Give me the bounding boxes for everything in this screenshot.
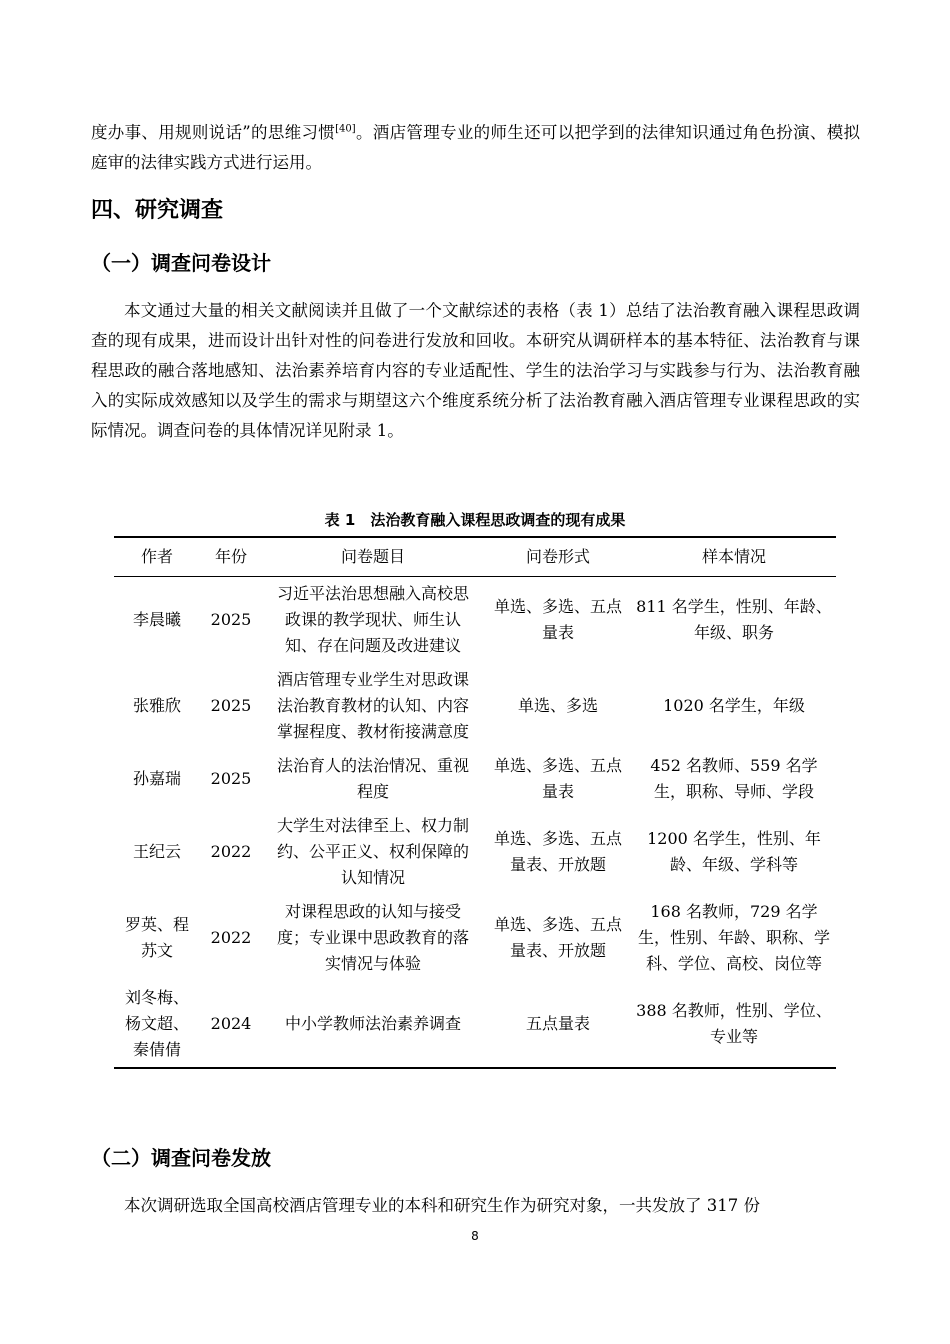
cell-author: 王纪云 [132, 842, 181, 861]
cell-format: 单选、多选、五点量表 [493, 756, 622, 801]
table-row [114, 981, 836, 1068]
cell-format: 五点量表 [525, 1014, 590, 1033]
paragraph-2: 本次调研选取全国高校酒店管理专业的本科和研究生作为研究对象，一共发放了 317 份 [124, 1196, 760, 1215]
cell-topic: 法治育人的法治情况、重视程度 [276, 756, 469, 801]
cell-author: 罗英、程苏文 [124, 915, 189, 960]
cell-author: 刘冬梅、杨文超、秦倩倩 [124, 988, 189, 1059]
cell-author: 张雅欣 [132, 696, 181, 715]
cell-author: 李晨曦 [132, 610, 181, 629]
cell-year: 2022 [210, 842, 252, 861]
cell-topic: 中小学教师法治素养调查 [284, 1014, 461, 1033]
page-number: 8 [471, 1229, 479, 1243]
header-year: 年份 [214, 547, 247, 566]
cell-year: 2022 [210, 928, 252, 947]
literature-table [114, 536, 836, 1069]
cell-sample: 811 名学生，性别、年龄、年级、职务 [636, 597, 832, 642]
cell-year: 2025 [210, 610, 252, 629]
cell-format: 单选、多选、五点量表、开放题 [493, 829, 622, 874]
table-row [114, 577, 836, 664]
header-author: 作者 [140, 547, 173, 566]
subsection-heading-2: （二）调查问卷发放 [91, 1146, 271, 1170]
header-format: 问卷形式 [525, 547, 590, 566]
intro-text-before: 度办事、用规则说话”的思维习惯 [91, 123, 336, 142]
cell-sample: 168 名教师，729 名学生，性别、年龄、职称、学科、学位、高校、岗位等 [637, 902, 830, 973]
cell-format: 单选、多选 [517, 696, 598, 715]
section-heading: 四、研究调查 [91, 198, 224, 223]
table-row [114, 809, 836, 895]
table-row [114, 749, 836, 809]
cell-topic: 酒店管理专业学生对思政课法治教育教材的认知、内容掌握程度、教材衔接满意度 [276, 670, 469, 741]
citation-ref: [40] [335, 123, 356, 135]
cell-author: 孙嘉瑞 [132, 769, 181, 788]
table-caption: 表 1 法治教育融入课程思政调查的现有成果 [324, 511, 626, 529]
cell-year: 2025 [210, 769, 252, 788]
intro-paragraph [91, 118, 860, 178]
cell-year: 2024 [210, 1014, 252, 1033]
header-topic: 问卷题目 [340, 547, 405, 566]
paragraph-1: 本文通过大量的相关文献阅读并且做了一个文献综述的表格（表 1）总结了法治教育融入课程思政调查的现有成果，进而设计出针对性的问卷进行发放和回收。本研究从调研样本的基本特征、法治教育与课程思政的融合落地感知、法治素养培育内容的专业适配性、学生的法治学习与实践参与行为、法治教育融入的实际成效感知以及学生的需求与期望这六个维度系统分析了法治教育融入酒店管理专业课程思政的实际情况。调查问卷的具体情况详见附录 1。 [91, 301, 860, 440]
table-row [114, 663, 836, 749]
table-row [114, 895, 836, 981]
header-sample: 样本情况 [701, 547, 766, 566]
cell-topic: 对课程思政的认知与接受度；专业课中思政教育的落实情况与体验 [276, 902, 469, 973]
cell-topic: 大学生对法律至上、权力制约、公平正义、权利保障的认知情况 [276, 816, 469, 887]
cell-year: 2025 [210, 696, 252, 715]
intro-text-after: 。酒店管理专业的师生还可以把学到的法律知识通过角色扮演、模拟庭审的法律实践方式进行运用。 [91, 123, 861, 172]
cell-topic: 习近平法治思想融入高校思政课的教学现状、师生认知、存在问题及改进建议 [276, 584, 469, 655]
cell-sample: 452 名教师、559 名学生，职称、导师、学段 [650, 756, 818, 801]
cell-format: 单选、多选、五点量表、开放题 [493, 915, 622, 960]
cell-sample: 388 名教师，性别、学位、专业等 [636, 1001, 832, 1046]
cell-sample: 1020 名学生，年级 [663, 696, 805, 715]
cell-format: 单选、多选、五点量表 [493, 597, 622, 642]
table-header-row [114, 537, 836, 577]
cell-sample: 1200 名学生，性别、年龄、年级、学科等 [647, 829, 821, 874]
subsection-heading-1: （一）调查问卷设计 [91, 251, 271, 275]
